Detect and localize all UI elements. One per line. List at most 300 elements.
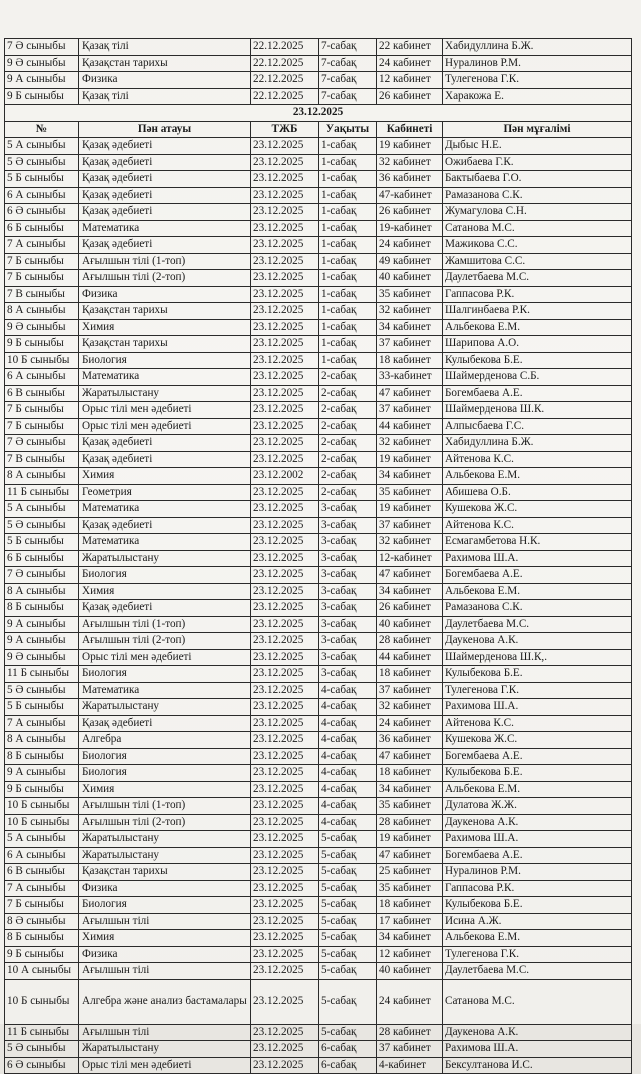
date-cell: 23.12.2025 — [251, 418, 319, 435]
date-cell: 23.12.2025 — [251, 600, 319, 617]
time-cell: 6-сабақ — [319, 1041, 377, 1058]
date-cell: 23.12.2025 — [251, 501, 319, 518]
room-cell: 19 кабинет — [377, 138, 443, 155]
date-cell: 23.12.2025 — [251, 451, 319, 468]
teacher-cell: Богембаева А.Е. — [443, 385, 632, 402]
date-cell: 23.12.2025 — [251, 517, 319, 534]
table-row — [5, 237, 632, 254]
room-cell: 12 кабинет — [377, 72, 443, 89]
teacher-cell: Шаймерденова С.Б. — [443, 369, 632, 386]
teacher-cell: Дулатова Ж.Ж. — [443, 798, 632, 815]
time-cell: 5-сабақ — [319, 946, 377, 963]
date-cell: 23.12.2025 — [251, 484, 319, 501]
date-cell: 23.12.2025 — [251, 732, 319, 749]
section-date: 23.12.2025 — [5, 105, 632, 122]
subject-cell: Қазақстан тарихы — [79, 864, 251, 881]
table-row — [5, 220, 632, 237]
time-cell: 5-сабақ — [319, 864, 377, 881]
date-cell: 23.12.2025 — [251, 847, 319, 864]
table-row — [5, 352, 632, 369]
table-row — [5, 831, 632, 848]
date-cell: 23.12.2025 — [251, 814, 319, 831]
class-cell: 9 А сыныбы — [5, 765, 79, 782]
class-cell: 6 Ә сыныбы — [5, 204, 79, 221]
class-cell: 7 Б сыныбы — [5, 253, 79, 270]
subject-cell: Математика — [79, 220, 251, 237]
previous-day-rows — [5, 39, 632, 105]
time-cell: 1-сабақ — [319, 336, 377, 353]
teacher-cell: Даулетбаева М.С. — [443, 963, 632, 980]
teacher-cell: Рахимова Ш.А. — [443, 699, 632, 716]
time-cell: 3-сабақ — [319, 550, 377, 567]
room-cell: 47 кабинет — [377, 385, 443, 402]
time-cell: 3-сабақ — [319, 517, 377, 534]
class-cell: 7 А сыныбы — [5, 880, 79, 897]
room-cell: 24 кабинет — [377, 979, 443, 1024]
subject-cell: Физика — [79, 72, 251, 89]
class-cell: 9 А сыныбы — [5, 616, 79, 633]
date-cell: 23.12.2025 — [251, 154, 319, 171]
room-cell: 4-кабинет — [377, 1057, 443, 1074]
date-cell: 23.12.2025 — [251, 748, 319, 765]
subject-cell: Ағылшын тілі (2-топ) — [79, 270, 251, 287]
subject-cell: Алгебра — [79, 732, 251, 749]
teacher-cell: Даукенова А.К. — [443, 814, 632, 831]
subject-cell: Математика — [79, 682, 251, 699]
class-cell: 11 Б сыныбы — [5, 666, 79, 683]
date-cell: 23.12.2025 — [251, 385, 319, 402]
class-cell: 11 Б сыныбы — [5, 484, 79, 501]
subject-cell: Ағылшын тілі (1-топ) — [79, 798, 251, 815]
room-cell: 33-кабинет — [377, 369, 443, 386]
room-cell: 19 кабинет — [377, 451, 443, 468]
table-row — [5, 435, 632, 452]
time-cell: 4-сабақ — [319, 798, 377, 815]
time-cell: 2-сабақ — [319, 402, 377, 419]
table-row — [5, 798, 632, 815]
class-cell: 9 Ә сыныбы — [5, 55, 79, 72]
room-cell: 34 кабинет — [377, 468, 443, 485]
room-cell: 36 кабинет — [377, 171, 443, 188]
date-cell: 22.12.2025 — [251, 55, 319, 72]
class-cell: 5 А сыныбы — [5, 138, 79, 155]
teacher-cell: Альбекова Е.М. — [443, 583, 632, 600]
subject-cell: Жаратылыстану — [79, 1041, 251, 1058]
teacher-cell: Богембаева А.Е. — [443, 748, 632, 765]
time-cell: 1-сабақ — [319, 303, 377, 320]
table-row — [5, 550, 632, 567]
time-cell: 5-сабақ — [319, 930, 377, 947]
room-cell: 47 кабинет — [377, 748, 443, 765]
table-row — [5, 897, 632, 914]
table-row — [5, 418, 632, 435]
time-cell: 5-сабақ — [319, 831, 377, 848]
time-cell: 5-сабақ — [319, 1024, 377, 1041]
date-cell: 23.12.2025 — [251, 237, 319, 254]
subject-cell: Қазақ әдебиеті — [79, 154, 251, 171]
time-cell: 4-сабақ — [319, 781, 377, 798]
teacher-cell: Дыбыс Н.Е. — [443, 138, 632, 155]
table-row — [5, 187, 632, 204]
room-cell: 40 кабинет — [377, 963, 443, 980]
table-row — [5, 715, 632, 732]
schedule-rows — [5, 138, 632, 1074]
room-cell: 49 кабинет — [377, 253, 443, 270]
time-cell: 1-сабақ — [319, 253, 377, 270]
subject-cell: Ағылшын тілі (2-топ) — [79, 814, 251, 831]
date-cell: 23.12.2025 — [251, 1057, 319, 1074]
col-number: № — [5, 121, 79, 138]
table-row — [5, 385, 632, 402]
class-cell: 6 В сыныбы — [5, 864, 79, 881]
table-row — [5, 864, 632, 881]
table-row — [5, 765, 632, 782]
time-cell: 3-сабақ — [319, 583, 377, 600]
class-cell: 6 В сыныбы — [5, 385, 79, 402]
subject-cell: Ағылшын тілі — [79, 963, 251, 980]
class-cell: 6 А сыныбы — [5, 187, 79, 204]
table-row — [5, 1041, 632, 1058]
teacher-cell: Хабидуллина Б.Ж. — [443, 435, 632, 452]
date-cell: 23.12.2025 — [251, 633, 319, 650]
class-cell: 8 Б сыныбы — [5, 748, 79, 765]
date-cell: 23.12.2025 — [251, 319, 319, 336]
date-cell: 23.12.2025 — [251, 534, 319, 551]
table-row — [5, 55, 632, 72]
date-cell: 23.12.2025 — [251, 1024, 319, 1041]
table-row — [5, 336, 632, 353]
teacher-cell: Айтенова К.С. — [443, 451, 632, 468]
class-cell: 7 Ә сыныбы — [5, 567, 79, 584]
subject-cell: Қазақ тілі — [79, 88, 251, 105]
room-cell: 35 кабинет — [377, 880, 443, 897]
time-cell: 2-сабақ — [319, 451, 377, 468]
date-cell: 23.12.2025 — [251, 187, 319, 204]
class-cell: 10 А сыныбы — [5, 963, 79, 980]
class-cell: 10 Б сыныбы — [5, 814, 79, 831]
class-cell: 8 Б сыныбы — [5, 930, 79, 947]
subject-cell: Қазақ әдебиеті — [79, 204, 251, 221]
time-cell: 3-сабақ — [319, 649, 377, 666]
teacher-cell: Даукенова А.К. — [443, 633, 632, 650]
room-cell: 44 кабинет — [377, 649, 443, 666]
date-cell: 23.12.2025 — [251, 682, 319, 699]
room-cell: 28 кабинет — [377, 814, 443, 831]
table-row — [5, 946, 632, 963]
table-row — [5, 138, 632, 155]
teacher-cell: Кулыбекова Б.Е. — [443, 765, 632, 782]
date-cell: 23.12.2025 — [251, 930, 319, 947]
teacher-cell: Шарипова А.О. — [443, 336, 632, 353]
table-row — [5, 616, 632, 633]
room-cell: 37 кабинет — [377, 517, 443, 534]
room-cell: 34 кабинет — [377, 583, 443, 600]
time-cell: 2-сабақ — [319, 484, 377, 501]
subject-cell: Қазақ әдебиеті — [79, 600, 251, 617]
table-row — [5, 468, 632, 485]
time-cell: 1-сабақ — [319, 286, 377, 303]
subject-cell: Геометрия — [79, 484, 251, 501]
table-row — [5, 534, 632, 551]
room-cell: 37 кабинет — [377, 1041, 443, 1058]
class-cell: 9 Б сыныбы — [5, 336, 79, 353]
class-cell: 7 Ә сыныбы — [5, 39, 79, 56]
table-row — [5, 319, 632, 336]
date-cell: 23.12.2025 — [251, 567, 319, 584]
time-cell: 7-сабақ — [319, 88, 377, 105]
teacher-cell: Богембаева А.Е. — [443, 847, 632, 864]
time-cell: 1-сабақ — [319, 171, 377, 188]
class-cell: 7 Б сыныбы — [5, 402, 79, 419]
date-cell: 23.12.2025 — [251, 946, 319, 963]
teacher-cell: Кулыбекова Б.Е. — [443, 352, 632, 369]
teacher-cell: Альбекова Е.М. — [443, 468, 632, 485]
class-cell: 9 Б сыныбы — [5, 946, 79, 963]
date-cell: 23.12.2025 — [251, 352, 319, 369]
table-row — [5, 303, 632, 320]
subject-cell: Биология — [79, 567, 251, 584]
subject-cell: Математика — [79, 534, 251, 551]
teacher-cell: Тулегенова Г.К. — [443, 682, 632, 699]
col-date: ТЖБ — [251, 121, 319, 138]
time-cell: 5-сабақ — [319, 963, 377, 980]
room-cell: 18 кабинет — [377, 897, 443, 914]
class-cell: 6 Ә сыныбы — [5, 1057, 79, 1074]
class-cell: 8 Ә сыныбы — [5, 913, 79, 930]
class-cell: 9 Б сыныбы — [5, 88, 79, 105]
room-cell: 22 кабинет — [377, 39, 443, 56]
teacher-cell: Исина А.Ж. — [443, 913, 632, 930]
date-cell: 23.12.2025 — [251, 765, 319, 782]
time-cell: 5-сабақ — [319, 847, 377, 864]
time-cell: 5-сабақ — [319, 897, 377, 914]
teacher-cell: Даукенова А.К. — [443, 1024, 632, 1041]
teacher-cell: Рамазанова С.К. — [443, 187, 632, 204]
table-row — [5, 72, 632, 89]
room-cell: 44 кабинет — [377, 418, 443, 435]
date-cell: 23.12.2025 — [251, 253, 319, 270]
teacher-cell: Кушекова Ж.С. — [443, 501, 632, 518]
time-cell: 4-сабақ — [319, 699, 377, 716]
teacher-cell: Тулегенова Г.К. — [443, 946, 632, 963]
class-cell: 8 А сыныбы — [5, 732, 79, 749]
class-cell: 7 Б сыныбы — [5, 897, 79, 914]
col-time: Уақыты — [319, 121, 377, 138]
subject-cell: Орыс тілі мен әдебиеті — [79, 402, 251, 419]
time-cell: 2-сабақ — [319, 385, 377, 402]
room-cell: 24 кабинет — [377, 237, 443, 254]
class-cell: 9 А сыныбы — [5, 633, 79, 650]
subject-cell: Ағылшын тілі — [79, 1024, 251, 1041]
teacher-cell: Альбекова Е.М. — [443, 930, 632, 947]
room-cell: 18 кабинет — [377, 666, 443, 683]
date-cell: 23.12.2002 — [251, 468, 319, 485]
teacher-cell: Хабидуллина Б.Ж. — [443, 39, 632, 56]
class-cell: 5 Ә сыныбы — [5, 682, 79, 699]
time-cell: 1-сабақ — [319, 204, 377, 221]
table-row — [5, 699, 632, 716]
teacher-cell: Гаппасова Р.К. — [443, 880, 632, 897]
class-cell: 8 А сыныбы — [5, 468, 79, 485]
table-row — [5, 979, 632, 1024]
time-cell: 4-сабақ — [319, 715, 377, 732]
table-row — [5, 402, 632, 419]
teacher-cell: Альбекова Е.М. — [443, 319, 632, 336]
room-cell: 47 кабинет — [377, 567, 443, 584]
date-cell: 23.12.2025 — [251, 435, 319, 452]
table-row — [5, 930, 632, 947]
room-cell: 37 кабинет — [377, 336, 443, 353]
time-cell: 7-сабақ — [319, 72, 377, 89]
date-cell: 23.12.2025 — [251, 336, 319, 353]
class-cell: 7 В сыныбы — [5, 286, 79, 303]
teacher-cell: Кулыбекова Б.Е. — [443, 897, 632, 914]
time-cell: 4-сабақ — [319, 748, 377, 765]
room-cell: 35 кабинет — [377, 484, 443, 501]
table-row — [5, 484, 632, 501]
subject-cell: Орыс тілі мен әдебиеті — [79, 649, 251, 666]
date-cell: 23.12.2025 — [251, 286, 319, 303]
table-row — [5, 1024, 632, 1041]
class-cell: 8 А сыныбы — [5, 583, 79, 600]
class-cell: 5 Ә сыныбы — [5, 1041, 79, 1058]
class-cell: 5 Б сыныбы — [5, 534, 79, 551]
subject-cell: Биология — [79, 765, 251, 782]
date-cell: 23.12.2025 — [251, 369, 319, 386]
teacher-cell: Нуралинов Р.М. — [443, 864, 632, 881]
date-cell: 23.12.2025 — [251, 864, 319, 881]
class-cell: 5 Ә сыныбы — [5, 154, 79, 171]
date-cell: 23.12.2025 — [251, 715, 319, 732]
subject-cell: Ағылшын тілі (1-топ) — [79, 253, 251, 270]
subject-cell: Математика — [79, 369, 251, 386]
room-cell: 18 кабинет — [377, 765, 443, 782]
subject-cell: Жаратылыстану — [79, 550, 251, 567]
table-row — [5, 501, 632, 518]
class-cell: 7 Ә сыныбы — [5, 435, 79, 452]
class-cell: 9 А сыныбы — [5, 72, 79, 89]
room-cell: 12 кабинет — [377, 946, 443, 963]
teacher-cell: Бексултанова И.С. — [443, 1057, 632, 1074]
room-cell: 26 кабинет — [377, 88, 443, 105]
room-cell: 19 кабинет — [377, 501, 443, 518]
table-row — [5, 154, 632, 171]
time-cell: 1-сабақ — [319, 154, 377, 171]
date-cell: 23.12.2025 — [251, 897, 319, 914]
subject-cell: Математика — [79, 501, 251, 518]
subject-cell: Қазақстан тарихы — [79, 336, 251, 353]
room-cell: 35 кабинет — [377, 798, 443, 815]
date-cell: 23.12.2025 — [251, 616, 319, 633]
subject-cell: Физика — [79, 286, 251, 303]
date-cell: 23.12.2025 — [251, 831, 319, 848]
class-cell: 5 А сыныбы — [5, 501, 79, 518]
time-cell: 2-сабақ — [319, 418, 377, 435]
table-row — [5, 913, 632, 930]
subject-cell: Биология — [79, 748, 251, 765]
teacher-cell: Мажикова С.С. — [443, 237, 632, 254]
room-cell: 34 кабинет — [377, 930, 443, 947]
date-cell: 23.12.2025 — [251, 220, 319, 237]
time-cell: 1-сабақ — [319, 220, 377, 237]
date-cell: 22.12.2025 — [251, 39, 319, 56]
time-cell: 3-сабақ — [319, 616, 377, 633]
col-teacher: Пән мұғалімі — [443, 121, 632, 138]
time-cell: 1-сабақ — [319, 237, 377, 254]
subject-cell: Физика — [79, 880, 251, 897]
date-cell: 23.12.2025 — [251, 880, 319, 897]
table-row — [5, 286, 632, 303]
time-cell: 3-сабақ — [319, 534, 377, 551]
room-cell: 17 кабинет — [377, 913, 443, 930]
class-cell: 11 Б сыныбы — [5, 1024, 79, 1041]
subject-cell: Химия — [79, 319, 251, 336]
class-cell: 6 А сыныбы — [5, 369, 79, 386]
teacher-cell: Харакожа Е. — [443, 88, 632, 105]
section-header — [5, 105, 632, 138]
table-row — [5, 600, 632, 617]
subject-cell: Химия — [79, 583, 251, 600]
teacher-cell: Абишева О.Б. — [443, 484, 632, 501]
teacher-cell: Рахимова Ш.А. — [443, 1041, 632, 1058]
class-cell: 7 А сыныбы — [5, 715, 79, 732]
class-cell: 8 Б сыныбы — [5, 600, 79, 617]
time-cell: 7-сабақ — [319, 39, 377, 56]
table-row — [5, 1057, 632, 1074]
date-cell: 23.12.2025 — [251, 979, 319, 1024]
date-cell: 23.12.2025 — [251, 649, 319, 666]
class-cell: 7 В сыныбы — [5, 451, 79, 468]
date-cell: 23.12.2025 — [251, 781, 319, 798]
date-cell: 23.12.2025 — [251, 550, 319, 567]
time-cell: 1-сабақ — [319, 187, 377, 204]
date-cell: 23.12.2025 — [251, 666, 319, 683]
time-cell: 2-сабақ — [319, 435, 377, 452]
subject-cell: Жаратылыстану — [79, 699, 251, 716]
class-cell: 7 А сыныбы — [5, 237, 79, 254]
table-row — [5, 369, 632, 386]
room-cell: 32 кабинет — [377, 534, 443, 551]
table-row — [5, 88, 632, 105]
time-cell: 5-сабақ — [319, 913, 377, 930]
table-row — [5, 847, 632, 864]
date-cell: 23.12.2025 — [251, 303, 319, 320]
room-cell: 26 кабинет — [377, 204, 443, 221]
table-row — [5, 666, 632, 683]
table-row — [5, 781, 632, 798]
subject-cell: Алгебра және анализ бастамалары — [79, 979, 251, 1024]
time-cell: 3-сабақ — [319, 567, 377, 584]
date-cell: 23.12.2025 — [251, 699, 319, 716]
room-cell: 35 кабинет — [377, 286, 443, 303]
date-cell: 23.12.2025 — [251, 798, 319, 815]
date-cell: 23.12.2025 — [251, 963, 319, 980]
date-cell: 22.12.2025 — [251, 72, 319, 89]
subject-cell: Химия — [79, 468, 251, 485]
teacher-cell: Даулетбаева М.С. — [443, 270, 632, 287]
teacher-cell: Кушекова Ж.С. — [443, 732, 632, 749]
table-row — [5, 253, 632, 270]
table-row — [5, 732, 632, 749]
class-cell: 5 Б сыныбы — [5, 699, 79, 716]
room-cell: 32 кабинет — [377, 699, 443, 716]
class-cell: 7 Б сыныбы — [5, 270, 79, 287]
teacher-cell: Рахимова Ш.А. — [443, 831, 632, 848]
room-cell: 37 кабинет — [377, 682, 443, 699]
teacher-cell: Сатанова М.С. — [443, 979, 632, 1024]
teacher-cell: Кулыбекова Б.Е. — [443, 666, 632, 683]
room-cell: 37 кабинет — [377, 402, 443, 419]
